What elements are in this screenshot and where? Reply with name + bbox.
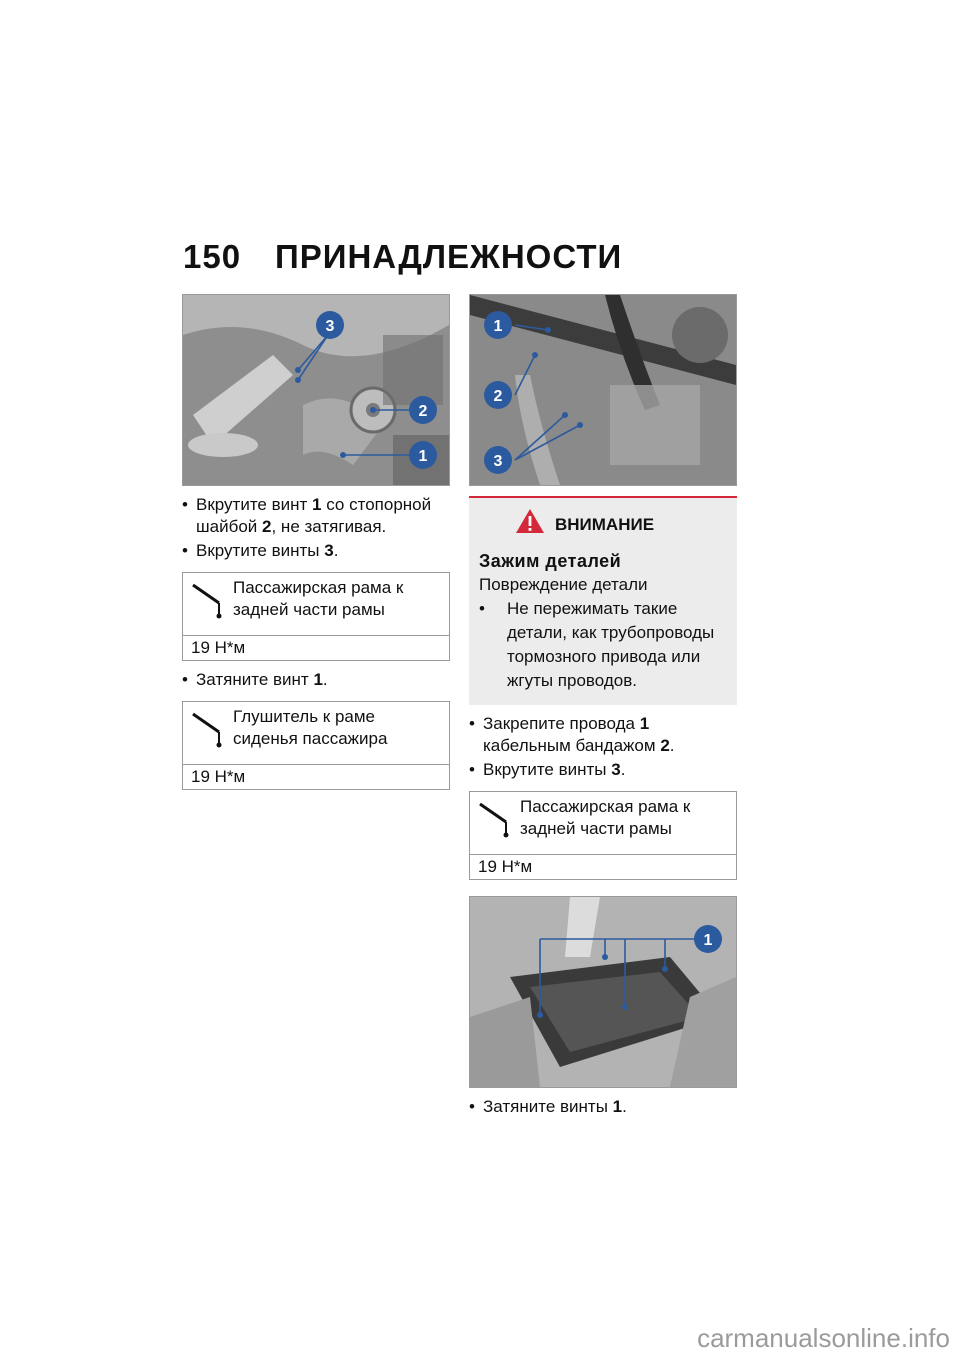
torque-value: 19 Н*м [478,857,533,876]
torque-wrench-icon [189,577,233,629]
step-secure-wires: • Закрепите провода 1 кабельным бандажом 2. [469,713,737,757]
torque-description: Пассажирская рама к задней части рамы [233,578,404,619]
page-header [183,238,622,276]
callout-2 [484,381,512,409]
torque-description: Глушитель к раме сиденья пассажира [233,707,388,748]
seat-rack-photo [469,896,737,1088]
warning-triangle-icon [515,508,545,541]
step-tighten-screw: • Затяните винт 1. [182,669,450,691]
page-title: ПРИНАДЛЕЖНОСТИ [275,238,623,275]
callout-1 [694,925,722,953]
svg-text:3: 3 [493,453,503,470]
torque-description: Пассажирская рама к задней части рамы [520,797,691,838]
warning-bullet: • Не пережимать такие детали, как трубопроводы тормозного привода или жгуты проводов. [479,597,727,693]
torque-wrench-icon [189,706,233,758]
torque-value: 19 Н*м [191,767,246,786]
step-screw-washer: • Вкрутите винт 1 со стопорной шайбой 2, не затягивая. [182,494,450,538]
svg-text:2: 2 [493,388,503,405]
callout-3 [316,311,344,339]
right-steps-b [469,1096,737,1118]
svg-text:1: 1 [703,932,713,949]
callout-1 [484,311,512,339]
left-column [182,294,450,796]
exhaust-mount-photo [182,294,450,486]
warning-text: Повреждение детали [479,575,648,594]
right-column [469,294,737,1120]
left-steps-b [182,669,450,691]
warning-box [469,496,737,705]
callout-1 [409,441,437,469]
torque-value: 19 Н*м [191,638,246,657]
callout-3 [484,446,512,474]
left-steps-a [182,494,450,562]
svg-text:3: 3 [325,318,335,335]
svg-text:2: 2 [418,403,428,420]
watermark: carmanualsonline.info [697,1323,950,1353]
step-screws-3: • Вкрутите винты 3. [469,759,737,781]
wiring-photo [469,294,737,486]
torque-box [182,572,450,661]
right-steps-a [469,713,737,781]
torque-box [469,791,737,880]
torque-wrench-icon [476,796,520,848]
svg-text:1: 1 [493,318,503,335]
warning-title: ВНИМАНИЕ [555,514,655,534]
svg-text:1: 1 [418,448,428,465]
step-screws-3: • Вкрутите винты 3. [182,540,450,562]
page-number: 150 [183,238,242,275]
step-tighten-screws: • Затяните винты 1. [469,1096,737,1118]
callout-2 [409,396,437,424]
torque-box [182,701,450,790]
warning-subtitle: Зажим деталей [479,551,622,571]
